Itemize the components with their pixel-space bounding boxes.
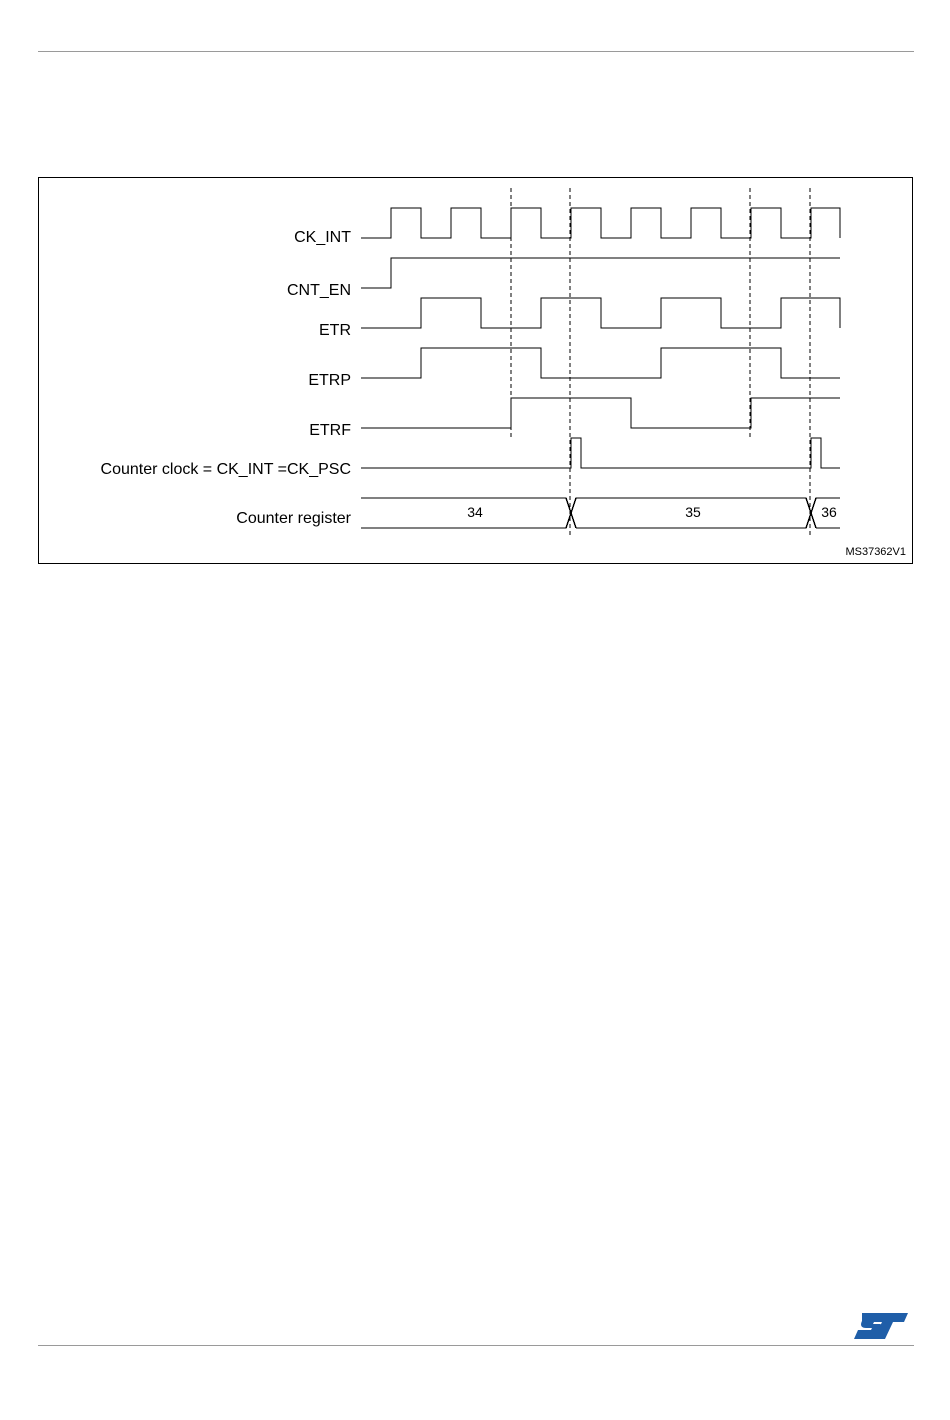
counter-register-bus	[361, 498, 840, 528]
signal-label: ETRF	[309, 422, 351, 439]
etrp-waveform	[361, 348, 840, 378]
signal-label: ETRP	[308, 372, 351, 389]
etr-waveform	[361, 298, 840, 328]
signal-label: Counter clock = CK_INT =CK_PSC	[100, 461, 351, 478]
figure-id: MS37362V1	[845, 546, 906, 558]
cnt-en-waveform	[361, 258, 840, 288]
ck-int-waveform	[361, 208, 840, 238]
signal-label: ETR	[319, 322, 351, 339]
counter-clock-waveform	[361, 438, 840, 468]
signal-label: CK_INT	[294, 229, 351, 246]
header-rule	[38, 51, 914, 52]
timing-diagram-frame	[38, 177, 913, 564]
counter-value: 35	[685, 504, 701, 520]
st-logo-icon	[852, 1310, 910, 1342]
counter-value: 36	[821, 504, 837, 520]
timing-diagram	[39, 178, 912, 563]
counter-value: 34	[467, 504, 483, 520]
footer-rule	[38, 1345, 914, 1346]
etrf-waveform	[361, 398, 840, 428]
signal-label: CNT_EN	[286, 282, 351, 299]
signal-label: Counter register	[236, 510, 351, 527]
